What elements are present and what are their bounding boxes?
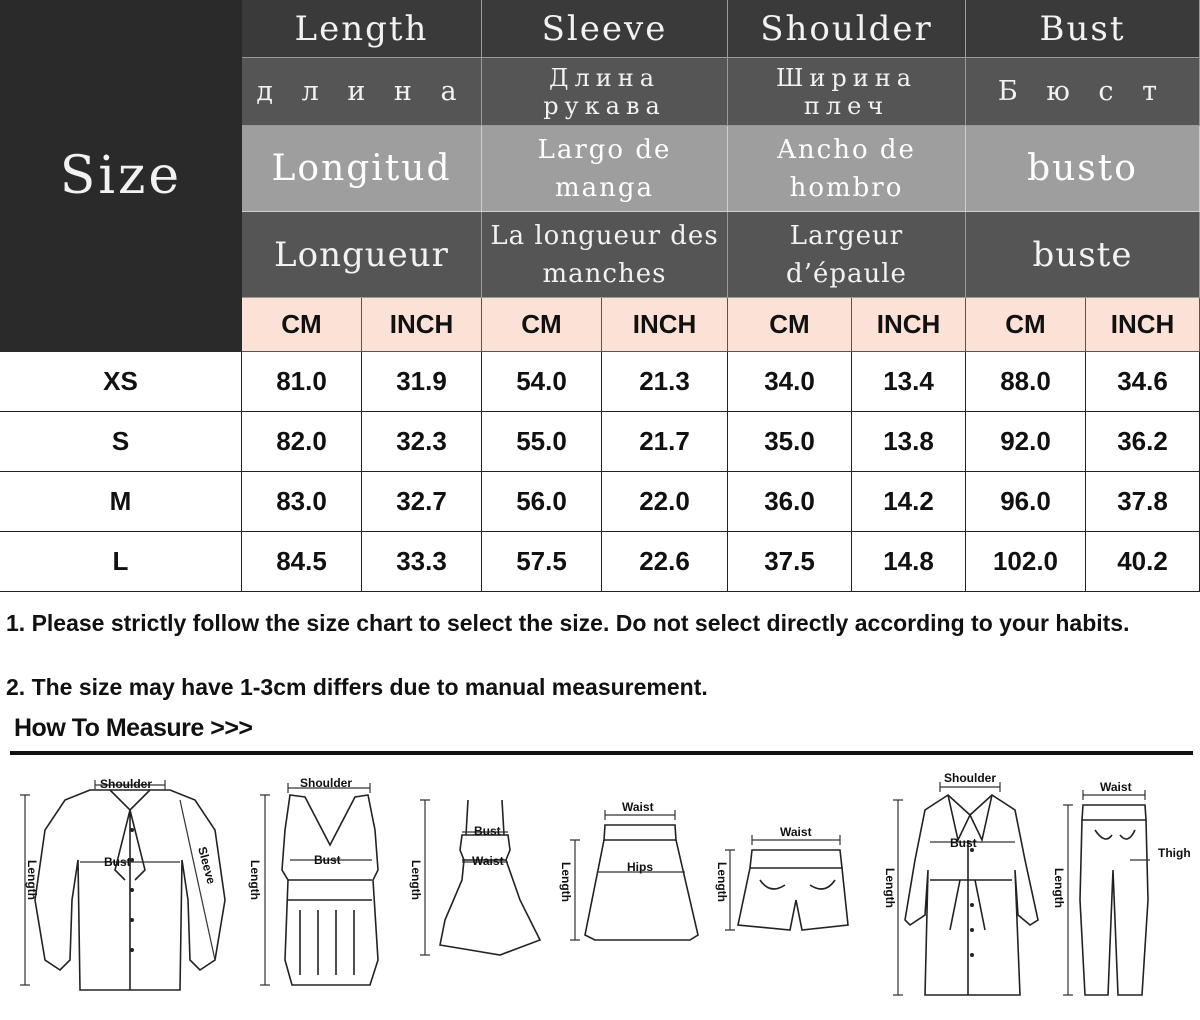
table-cell: 21.7 bbox=[602, 412, 728, 472]
header-bust-es: busto bbox=[966, 126, 1200, 212]
header-length-es: Longitud bbox=[242, 126, 482, 212]
how-to-measure-title: How To Measure >>> bbox=[14, 714, 253, 742]
unit-cm-4: CM bbox=[728, 298, 852, 352]
shorts-length-label: Length bbox=[715, 862, 729, 902]
table-cell: 56.0 bbox=[482, 472, 602, 532]
skirt-illustration bbox=[559, 800, 698, 940]
table-cell: 13.4 bbox=[852, 352, 966, 412]
header-sleeve-ru: Длина рукава bbox=[482, 58, 728, 126]
dress-waist-label: Waist bbox=[472, 854, 504, 868]
table-cell: 102.0 bbox=[966, 532, 1086, 592]
unit-inch-3: INCH bbox=[602, 298, 728, 352]
skirt-length-label: Length bbox=[559, 862, 573, 902]
note-1: 1. Please strictly follow the size chart to select the size. Do not select directly according to your habits. bbox=[6, 610, 1130, 636]
blouse-shoulder-label: Shoulder bbox=[100, 777, 153, 791]
header-length-en: Length bbox=[242, 0, 482, 58]
pants-waist-label: Waist bbox=[1100, 780, 1132, 794]
table-cell: 36.2 bbox=[1086, 412, 1200, 472]
table-cell: 54.0 bbox=[482, 352, 602, 412]
skirt-waist-label: Waist bbox=[622, 800, 654, 814]
unit-inch-1: INCH bbox=[362, 298, 482, 352]
size-label: M bbox=[0, 472, 242, 532]
dress-length-label: Length bbox=[409, 860, 423, 900]
table-cell: 96.0 bbox=[966, 472, 1086, 532]
header-shoulder-ru: Ширина плеч bbox=[728, 58, 966, 126]
dress-illustration bbox=[409, 800, 540, 955]
table-cell: 36.0 bbox=[728, 472, 852, 532]
blouse-bust-label: Bust bbox=[104, 855, 131, 869]
table-cell: 32.3 bbox=[362, 412, 482, 472]
header-sleeve-en: Sleeve bbox=[482, 0, 728, 58]
table-cell: 57.5 bbox=[482, 532, 602, 592]
table-cell: 13.8 bbox=[852, 412, 966, 472]
pants-thigh-label: Thigh bbox=[1158, 846, 1191, 860]
table-cell: 34.6 bbox=[1086, 352, 1200, 412]
header-length-fr: Longueur bbox=[242, 212, 482, 298]
coat-shoulder-label: Shoulder bbox=[944, 771, 997, 785]
skirt-hips-label: Hips bbox=[627, 860, 654, 874]
header-sleeve-es: Largo de manga bbox=[482, 126, 728, 212]
pants-length-label: Length bbox=[1052, 868, 1066, 908]
table-cell: 22.0 bbox=[602, 472, 728, 532]
shorts-waist-label: Waist bbox=[780, 825, 812, 839]
unit-inch-7: INCH bbox=[1086, 298, 1200, 352]
table-cell: 55.0 bbox=[482, 412, 602, 472]
table-cell: 83.0 bbox=[242, 472, 362, 532]
table-cell: 84.5 bbox=[242, 532, 362, 592]
header-sleeve-fr: La longueur des manches bbox=[482, 212, 728, 298]
vest-shoulder-label: Shoulder bbox=[300, 776, 353, 790]
unit-cm-0: CM bbox=[242, 298, 362, 352]
table-cell: 31.9 bbox=[362, 352, 482, 412]
table-cell: 35.0 bbox=[728, 412, 852, 472]
header-shoulder-fr: Largeur d’épaule bbox=[728, 212, 966, 298]
dress-bust-label: Bust bbox=[474, 824, 501, 838]
blouse-sleeve-label: Sleeve bbox=[195, 845, 219, 886]
header-bust-fr: buste bbox=[966, 212, 1200, 298]
vest-illustration bbox=[248, 776, 378, 985]
table-cell: 40.2 bbox=[1086, 532, 1200, 592]
table-cell: 92.0 bbox=[966, 412, 1086, 472]
table-cell: 22.6 bbox=[602, 532, 728, 592]
coat-length-label: Length bbox=[883, 868, 897, 908]
table-cell: 81.0 bbox=[242, 352, 362, 412]
table-cell: 37.5 bbox=[728, 532, 852, 592]
size-header: Size bbox=[0, 0, 242, 352]
size-label: L bbox=[0, 532, 242, 592]
table-cell: 33.3 bbox=[362, 532, 482, 592]
vest-length-label: Length bbox=[248, 860, 262, 900]
unit-cm-2: CM bbox=[482, 298, 602, 352]
coat-illustration bbox=[883, 771, 1038, 995]
note-2: 2. The size may have 1-3cm differs due to manual measurement. bbox=[6, 674, 708, 700]
header-shoulder-en: Shoulder bbox=[728, 0, 966, 58]
header-bust-ru: Б ю с т bbox=[966, 58, 1200, 126]
table-cell: 88.0 bbox=[966, 352, 1086, 412]
vest-bust-label: Bust bbox=[314, 853, 341, 867]
header-shoulder-es: Ancho de hombro bbox=[728, 126, 966, 212]
unit-inch-5: INCH bbox=[852, 298, 966, 352]
header-bust-en: Bust bbox=[966, 0, 1200, 58]
garment-illustrations bbox=[0, 760, 1200, 1020]
table-cell: 82.0 bbox=[242, 412, 362, 472]
title-underline bbox=[10, 751, 1193, 755]
table-cell: 21.3 bbox=[602, 352, 728, 412]
table-cell: 14.8 bbox=[852, 532, 966, 592]
table-cell: 34.0 bbox=[728, 352, 852, 412]
unit-cm-6: CM bbox=[966, 298, 1086, 352]
pants-illustration bbox=[1052, 780, 1191, 995]
blouse-illustration bbox=[20, 777, 225, 990]
table-cell: 37.8 bbox=[1086, 472, 1200, 532]
size-label: S bbox=[0, 412, 242, 472]
size-label: XS bbox=[0, 352, 242, 412]
coat-bust-label: Bust bbox=[950, 836, 977, 850]
table-cell: 14.2 bbox=[852, 472, 966, 532]
header-length-ru: д л и н а bbox=[242, 58, 482, 126]
blouse-length-label: Length bbox=[25, 860, 39, 900]
shorts-illustration bbox=[715, 825, 848, 930]
table-cell: 32.7 bbox=[362, 472, 482, 532]
